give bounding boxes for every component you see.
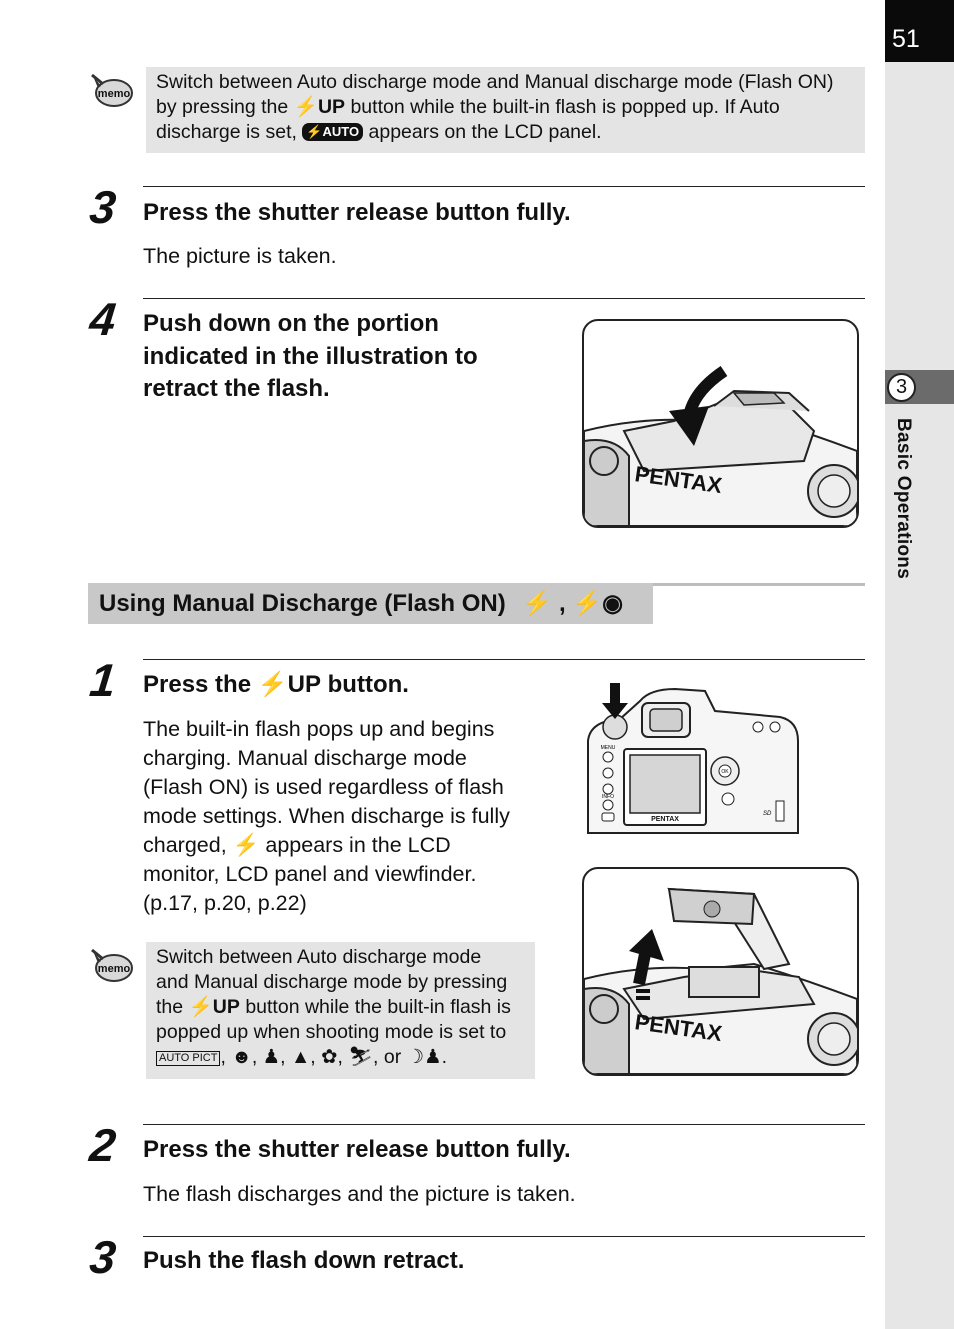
section-heading (88, 583, 653, 624)
step-divider (143, 1236, 865, 1237)
body-line: charged, ⚡ appears in the LCD (143, 833, 451, 857)
flash-up-icon: ⚡UP (257, 671, 321, 698)
ok-label: OK (721, 769, 729, 775)
flash-auto-icon: ⚡AUTO (302, 123, 363, 141)
step-number: 3 (87, 181, 118, 233)
memo-top-line1: Switch between Auto discharge mode and Manual discharge mode (Flash ON) (156, 71, 834, 93)
flash-retract-illustration (582, 319, 859, 528)
memo-icon-label: memo (97, 963, 131, 975)
step-divider (143, 186, 865, 187)
body-line: The built-in flash pops up and begins (143, 717, 495, 741)
step-title-line: indicated in the illustration to (143, 342, 478, 370)
memo-icon (89, 72, 133, 112)
auto-pict-icon: AUTO PICT (156, 1051, 220, 1066)
brand-logo: PENTAX (633, 461, 724, 499)
step-title-line: Push down on the portion (143, 310, 439, 337)
step-divider (143, 659, 865, 660)
step-body: The picture is taken. (143, 244, 337, 268)
memo-mid-line4: popped up when shooting mode is set to (156, 1021, 507, 1043)
camera-back-illustration (580, 681, 805, 841)
step-title (143, 308, 478, 406)
step-number: 4 (87, 293, 118, 345)
sd-label: SD (763, 811, 772, 817)
memo-mid-line3: the ⚡UP button while the built-in flash is (156, 996, 511, 1018)
step-title: Press the ⚡UP button. (143, 669, 409, 702)
memo-mid-line1: Switch between Auto discharge mode (156, 946, 482, 968)
step-title: Push the flash down retract. (143, 1247, 465, 1274)
flash-up-icon: ⚡UP (293, 96, 346, 118)
memo-mid-line5 (156, 1045, 525, 1070)
flash-popup-illustration (582, 867, 859, 1076)
memo-mid-line2: and Manual discharge mode by pressing (156, 971, 508, 993)
body-line: (p.17, p.20, p.22) (143, 891, 307, 915)
body-line: mode settings. When discharge is fully (143, 804, 510, 828)
section-heading-text: Using Manual Discharge (Flash ON) (99, 590, 506, 617)
body-line: charging. Manual discharge mode (143, 746, 467, 770)
step-number: 3 (87, 1231, 118, 1283)
flash-mode-icons: ⚡ , ⚡◉ (522, 590, 624, 617)
memo-icon (89, 947, 133, 987)
body-line: monitor, LCD panel and viewfinder. (143, 862, 477, 886)
brand-logo: PENTAX (633, 1009, 724, 1047)
lcd-brand-label: PENTAX (651, 816, 679, 823)
memo-top-line2: by pressing the ⚡UP button while the built-in flash is popped up. If Auto (156, 96, 780, 118)
step-body (143, 715, 510, 918)
flash-up-icon: ⚡UP (188, 996, 240, 1018)
chapter-title: Basic Operations (893, 418, 914, 580)
step-number: 2 (87, 1119, 118, 1171)
step-divider (143, 298, 865, 299)
scene-mode-icons: , ☻, ♟, ▲, ✿, ⛷, or ☽♟. (220, 1046, 448, 1068)
step-number: 1 (87, 654, 118, 706)
memo-box-mid (146, 942, 535, 1079)
page-number: 51 (885, 0, 954, 62)
step-divider (143, 1124, 865, 1125)
chapter-number: 3 (887, 373, 916, 402)
body-line: (Flash ON) is used regardless of flash (143, 775, 504, 799)
chapter-side-strip (885, 0, 954, 1329)
press-arrow-icon (602, 683, 628, 719)
menu-label: MENU (600, 745, 616, 751)
memo-top-line3: discharge is set, ⚡AUTO appears on the LCD panel. (156, 121, 602, 143)
memo-box-top (146, 67, 865, 153)
info-label: INFO (602, 794, 614, 800)
step-title: Press the shutter release button fully. (143, 199, 571, 226)
step-body: The flash discharges and the picture is taken. (143, 1182, 576, 1206)
step-title: Press the shutter release button fully. (143, 1136, 571, 1163)
memo-icon-label: memo (97, 88, 131, 100)
step-title-line: retract the flash. (143, 375, 330, 402)
